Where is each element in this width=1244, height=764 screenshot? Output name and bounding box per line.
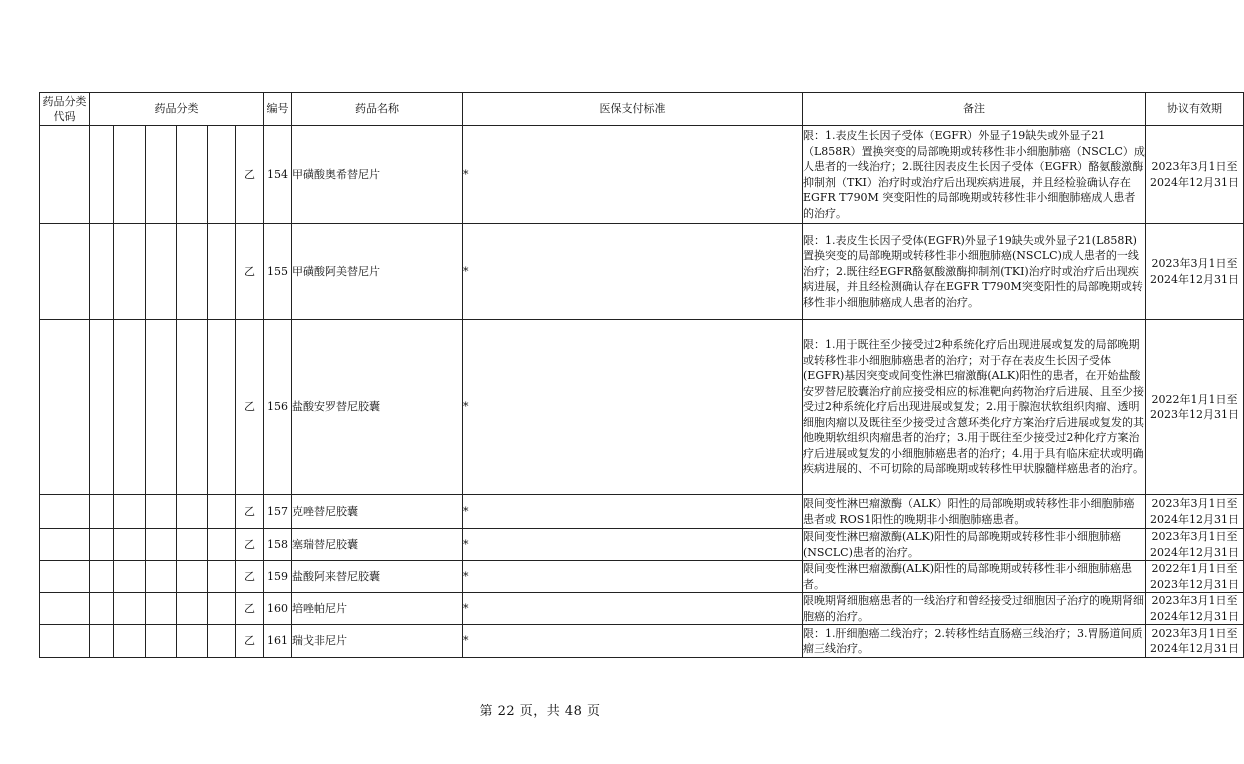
table-row — [40, 126, 1244, 224]
validity-period: 2023年3月1日至2024年12月31日 — [1146, 593, 1244, 625]
drug-number: 161 — [264, 625, 292, 658]
payment-standard: * — [463, 625, 803, 658]
drug-class: 乙 — [236, 625, 264, 658]
drug-number: 155 — [264, 224, 292, 320]
header-name: 药品名称 — [292, 93, 463, 126]
drug-name: 培唑帕尼片 — [292, 593, 463, 625]
validity-period: 2023年3月1日至2024年12月31日 — [1146, 126, 1244, 224]
drug-number: 160 — [264, 593, 292, 625]
drug-class: 乙 — [236, 224, 264, 320]
drug-remark: 限：1.用于既往至少接受过2种系统化疗后出现进展或复发的局部晚期或转移性非小细胞肺癌患者的治疗；对于存在表皮生长因子受体(EGFR)基因突变或间变性淋巴瘤激酶(ALK)阳性的患者，在开始盐酸安罗替尼胶囊治疗前应接受相应的标准靶向药物治疗后进展、且至少接受过2种系统化疗后出现进展或复发；2.用于腺泡状软组织肉瘤、透明细胞肉瘤以及既往至少接受过含蒽环类化疗方案治疗后进展或复发的其他晚期软组织肉瘤患者的治疗；3.用于既往至少接受过2种化疗方案治疗后进展或复发的小细胞肺癌患者的治疗；4.用于具有临床症状或明确疾病进展的、不可切除的局部晚期或转移性甲状腺髓样癌患者的治疗。 — [803, 320, 1146, 495]
validity-period: 2023年3月1日至2024年12月31日 — [1146, 625, 1244, 658]
validity-period: 2023年3月1日至2024年12月31日 — [1146, 529, 1244, 561]
drug-table — [39, 92, 1244, 658]
drug-class: 乙 — [236, 529, 264, 561]
page-number: 第 22 页，共 48 页 — [479, 704, 601, 719]
table-row — [40, 224, 1244, 320]
header-row — [40, 93, 1244, 126]
table-row — [40, 561, 1244, 593]
header-code: 药品分类代码 — [40, 93, 90, 126]
drug-name: 瑞戈非尼片 — [292, 625, 463, 658]
drug-remark: 限晚期肾细胞癌患者的一线治疗和曾经接受过细胞因子治疗的晚期肾细胞癌的治疗。 — [803, 594, 1144, 623]
payment-standard: * — [463, 126, 803, 224]
drug-number: 158 — [264, 529, 292, 561]
drug-remark: 限：1.肝细胞癌二线治疗；2.转移性结直肠癌三线治疗；3.胃肠道间质瘤三线治疗。 — [803, 625, 1146, 658]
header-category: 药品分类 — [90, 93, 264, 126]
header-standard: 医保支付标准 — [463, 93, 803, 126]
drug-number: 159 — [264, 561, 292, 593]
table-row — [40, 593, 1244, 625]
drug-name: 克唑替尼胶囊 — [292, 495, 463, 529]
drug-name: 盐酸安罗替尼胶囊 — [292, 320, 463, 495]
drug-name: 甲磺酸奥希替尼片 — [292, 126, 463, 224]
drug-name: 盐酸阿来替尼胶囊 — [292, 561, 463, 593]
drug-number: 154 — [264, 126, 292, 224]
header-remarks: 备注 — [803, 93, 1146, 126]
drug-remark: 限间变性淋巴瘤激酶（ALK）阳性的局部晚期或转移性非小细胞肺癌患者或 ROS1阳性的晚期非小细胞肺癌患者。 — [803, 495, 1146, 529]
validity-period: 2022年1月1日至2023年12月31日 — [1146, 320, 1244, 495]
drug-class: 乙 — [236, 495, 264, 529]
payment-standard: * — [463, 224, 803, 320]
drug-remark: 限：1.表皮生长因子受体（EGFR）外显子19缺失或外显子21（L858R）置换突变的局部晚期或转移性非小细胞肺癌（NSCLC）成人患者的一线治疗；2.既往因表皮生长因子受体（EGFR）酪氨酸激酶抑制剂（TKI）治疗时或治疗后出现疾病进展，并且经检验确认存在EGFR T790M 突变阳性的局部晚期或转移性非小细胞肺癌成人患者的治疗。 — [803, 126, 1146, 224]
header-validity: 协议有效期 — [1146, 93, 1244, 126]
table-row — [40, 529, 1244, 561]
validity-period: 2023年3月1日至2024年12月31日 — [1146, 224, 1244, 320]
drug-name: 塞瑞替尼胶囊 — [292, 529, 463, 561]
drug-remark: 限间变性淋巴瘤激酶(ALK)阳性的局部晚期或转移性非小细胞肺癌患者。 — [803, 561, 1146, 593]
header-number: 编号 — [264, 93, 292, 126]
table-row — [40, 320, 1244, 495]
drug-class: 乙 — [236, 561, 264, 593]
drug-remark: 限：1.表皮生长因子受体(EGFR)外显子19缺失或外显子21(L858R)置换突变的局部晚期或转移性非小细胞肺癌(NSCLC)成人患者的一线治疗；2.既往经EGFR酪氨酸激酶抑制剂(TKI)治疗时或治疗后出现疾病进展，并且经检测确认存在EGFR T790M突变阳性的局部晚期或转移性非小细胞肺癌成人患者的治疗。 — [803, 224, 1146, 320]
validity-period: 2022年1月1日至2023年12月31日 — [1146, 561, 1244, 593]
payment-standard: * — [463, 320, 803, 495]
table-row — [40, 495, 1244, 529]
drug-number: 157 — [264, 495, 292, 529]
payment-standard: * — [463, 561, 803, 593]
table-row — [40, 625, 1244, 658]
payment-standard: * — [463, 529, 803, 561]
payment-standard: * — [463, 593, 803, 625]
drug-number: 156 — [264, 320, 292, 495]
drug-class: 乙 — [236, 126, 264, 224]
drug-remark: 限间变性淋巴瘤激酶(ALK)阳性的局部晚期或转移性非小细胞肺癌(NSCLC)患者的治疗。 — [803, 529, 1146, 561]
drug-class: 乙 — [236, 320, 264, 495]
payment-standard: * — [463, 495, 803, 529]
drug-name: 甲磺酸阿美替尼片 — [292, 224, 463, 320]
drug-class: 乙 — [236, 593, 264, 625]
validity-period: 2023年3月1日至2024年12月31日 — [1146, 495, 1244, 529]
